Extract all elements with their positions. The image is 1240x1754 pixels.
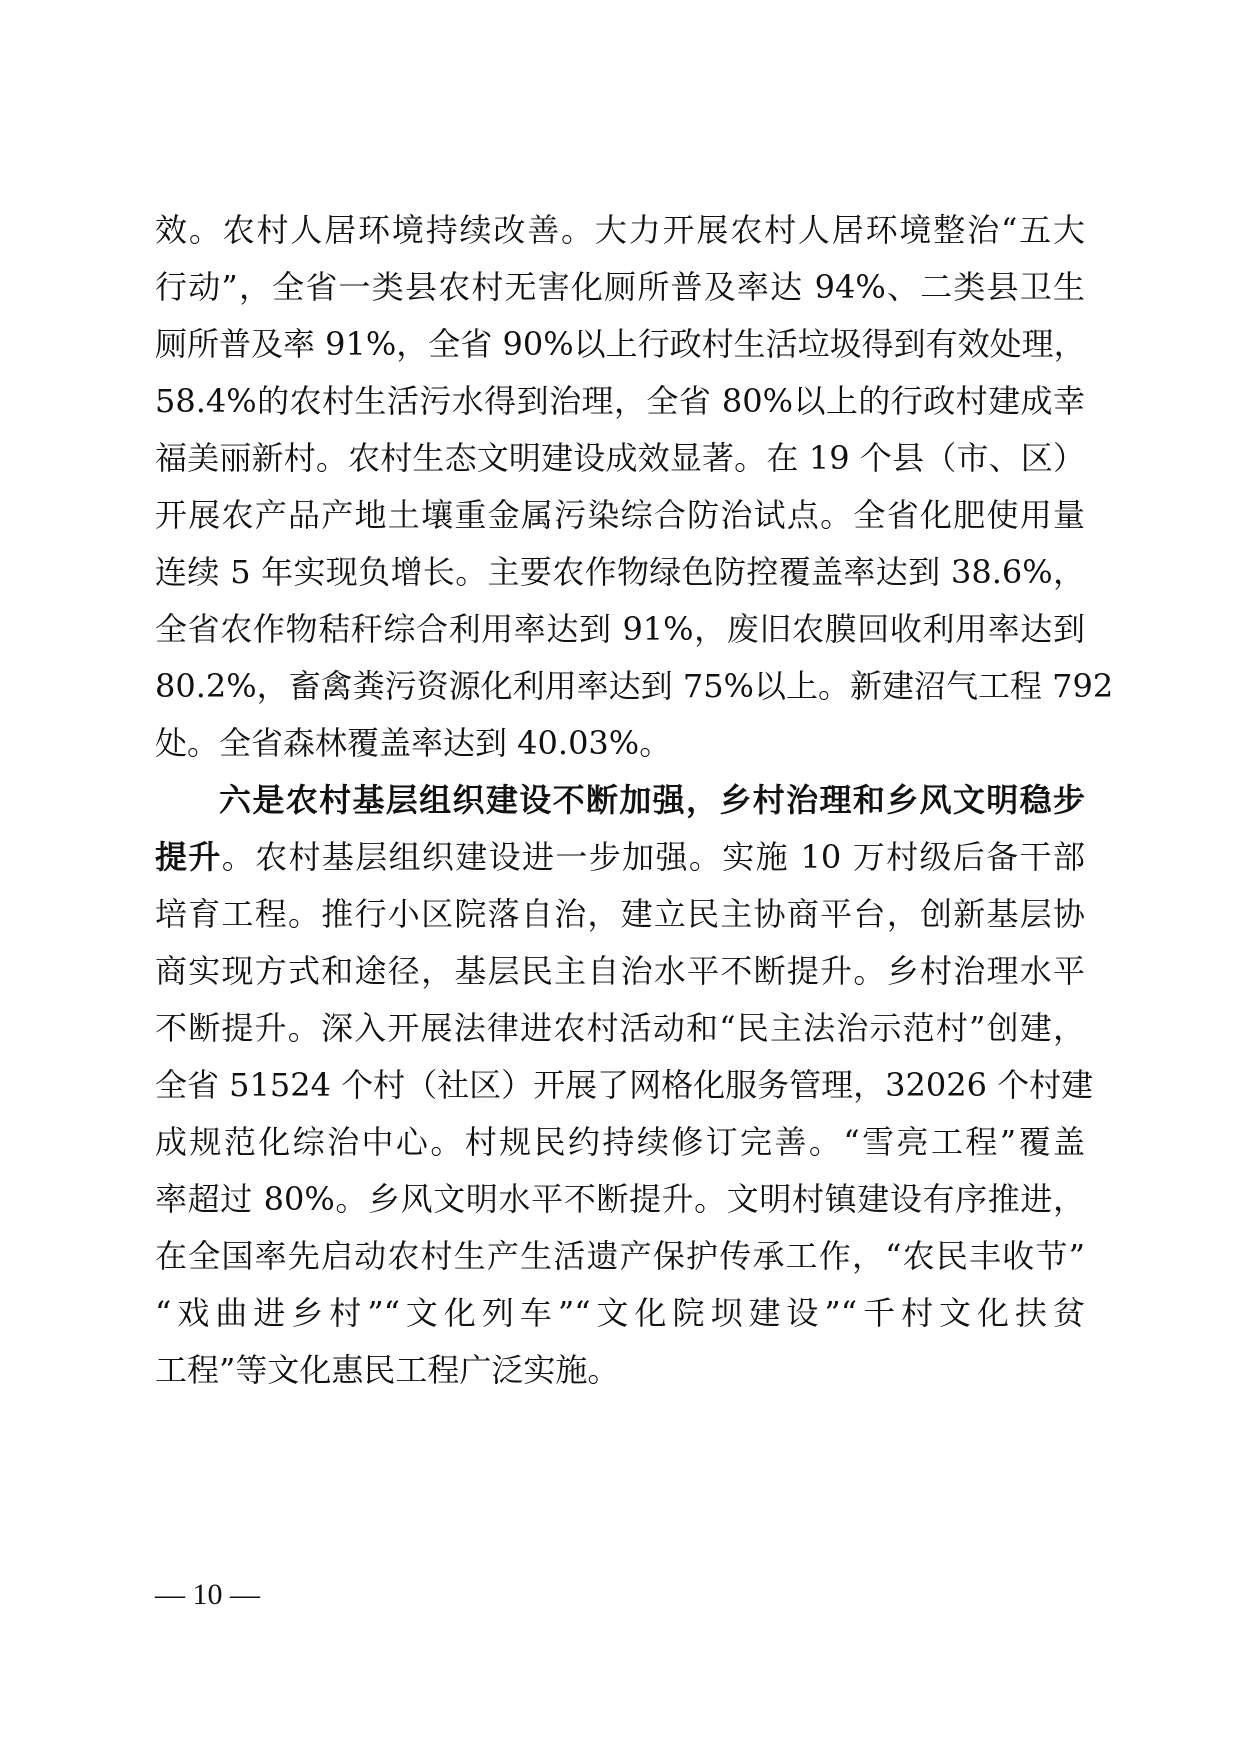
paragraph-1-line-8: 全省农作物秸秆综合利用率达到 91%，废旧农膜回收利用率达到: [155, 610, 1085, 648]
paragraph-2-line-4: 商实现方式和途径，基层民主自治水平不断提升。乡村治理水平: [155, 952, 1085, 990]
paragraph-2-line-11: 工程”等文化惠民工程广泛实施。: [155, 1351, 620, 1389]
page-number: — 10 —: [155, 1578, 260, 1611]
paragraph-1-line-5: 福美丽新村。农村生态文明建设成效显著。在 19 个县（市、区）: [155, 439, 1085, 477]
paragraph-2-line-3: 培育工程。推行小区院落自治，建立民主协商平台，创新基层协: [155, 895, 1085, 933]
paragraph-1-line-2: 行动”，全省一类县农村无害化厕所普及率达 94%、二类县卫生: [155, 268, 1085, 306]
paragraph-2-line-6: 全省 51524 个村（社区）开展了网格化服务管理，32026 个村建: [155, 1066, 1094, 1104]
paragraph-1-line-1: 效。农村人居环境持续改善。大力开展农村人居环境整治“五大: [155, 211, 1085, 249]
paragraph-2-line-7: 成规范化综治中心。村规民约持续修订完善。“雪亮工程”覆盖: [155, 1123, 1085, 1161]
paragraph-2-line-8: 率超过 80%。乡风文明水平不断提升。文明村镇建设有序推进，: [155, 1180, 1085, 1218]
paragraph-1-line-9: 80.2%，畜禽粪污资源化利用率达到 75%以上。新建沼气工程 792: [155, 667, 1114, 705]
paragraph-2-line-2: [155, 826, 1085, 888]
paragraph-2-line-10: “戏曲进乡村”“文化列车”“文化院坝建设”“千村文化扶贫: [155, 1294, 1085, 1332]
paragraph-1-line-6: 开展农产品产地土壤重金属污染综合防治试点。全省化肥使用量: [155, 496, 1085, 534]
paragraph-1-line-3: 厕所普及率 91%，全省 90%以上行政村生活垃圾得到有效处理，: [155, 325, 1086, 363]
paragraph-2-line-9: 在全国率先启动农村生产生活遗产保护传承工作，“农民丰收节”: [155, 1237, 1085, 1275]
paragraph-1-line-7: 连续 5 年实现负增长。主要农作物绿色防控覆盖率达到 38.6%，: [155, 553, 1085, 591]
paragraph-2-heading-line: 六是农村基层组织建设不断加强，乡村治理和乡风文明稳步: [219, 781, 1085, 819]
paragraph-1-line-10: 处。全省森林覆盖率达到 40.03%。: [155, 724, 672, 762]
paragraph-2-line-5: 不断提升。深入开展法律进农村活动和“民主法治示范村”创建，: [155, 1009, 1085, 1047]
paragraph-1-line-4: 58.4%的农村生活污水得到治理，全省 80%以上的行政村建成幸: [155, 382, 1085, 420]
paragraph-2-heading-end: 提升: [155, 838, 222, 876]
paragraph-2-line-2-text: 。农村基层组织建设进一步加强。实施 10 万村级后备干部: [221, 838, 1085, 876]
